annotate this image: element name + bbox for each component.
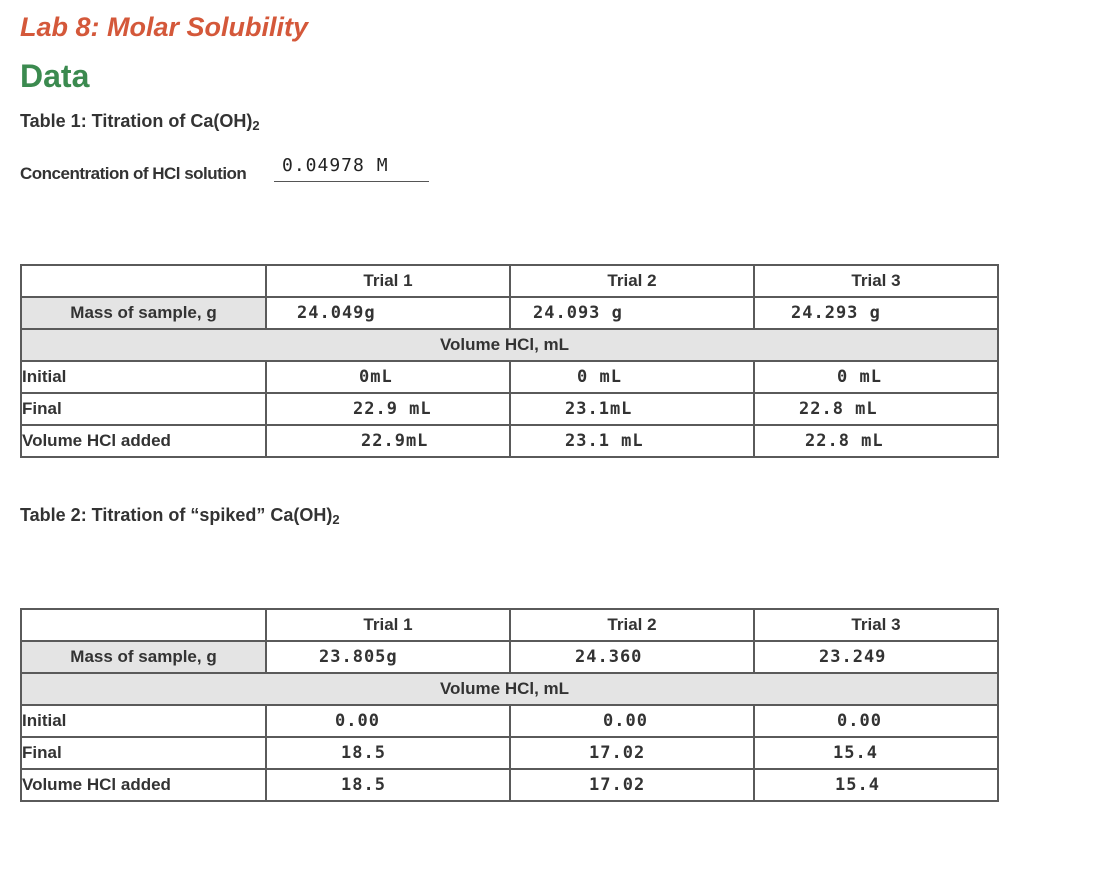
table1-cell: 0 mL (510, 361, 754, 393)
table1-cell: 22.8 mL (754, 425, 998, 457)
table1-corner-cell (21, 265, 266, 297)
table2-trial-header: Trial 3 (754, 609, 998, 641)
table-row (21, 737, 998, 769)
table1 (20, 264, 999, 458)
table-row (21, 705, 998, 737)
table1-caption (20, 111, 260, 133)
table1-mass-row (21, 297, 998, 329)
table2-caption (20, 505, 340, 527)
concentration-value: 0.04978 M (282, 155, 389, 176)
table1-cell: 23.1mL (510, 393, 754, 425)
table1-caption-text: Table 1: Titration of Ca(OH) (20, 111, 253, 131)
table2-cell: 18.5 (266, 769, 510, 801)
table2-cell: 17.02 (510, 769, 754, 801)
table1-row-label: Volume HCl added (21, 425, 266, 457)
table-row (21, 425, 998, 457)
table2-mass-label: Mass of sample, g (21, 641, 266, 673)
table2-volume-section-label: Volume HCl, mL (21, 673, 998, 705)
table2-caption-text: Table 2: Titration of “spiked” Ca(OH) (20, 505, 333, 525)
table2-row-label: Final (21, 737, 266, 769)
table2-corner-cell (21, 609, 266, 641)
lab-title: Lab 8: Molar Solubility (20, 12, 309, 42)
table-row (21, 769, 998, 801)
table1-cell: 23.1 mL (510, 425, 754, 457)
table2-cell: 0.00 (510, 705, 754, 737)
table2-row-label: Initial (21, 705, 266, 737)
table2-cell: 0.00 (266, 705, 510, 737)
table2-cell: 15.4 (754, 737, 998, 769)
table1-mass-value: 24.049g (266, 297, 510, 329)
table2-trial-header: Trial 2 (510, 609, 754, 641)
table2-volume-section-row (21, 673, 998, 705)
table1-row-label: Initial (21, 361, 266, 393)
table2-cell: 0.00 (754, 705, 998, 737)
table2-mass-row (21, 641, 998, 673)
table-row (21, 361, 998, 393)
table2-cell: 15.4 (754, 769, 998, 801)
table1-trial-header: Trial 3 (754, 265, 998, 297)
table1-row-label: Final (21, 393, 266, 425)
data-heading: Data (20, 58, 90, 94)
table2-row-label: Volume HCl added (21, 769, 266, 801)
table-row (21, 393, 998, 425)
table1-volume-section-label: Volume HCl, mL (21, 329, 998, 361)
table1-cell: 22.9mL (266, 425, 510, 457)
table1-mass-value: 24.093 g (510, 297, 754, 329)
table2-mass-value: 23.805g (266, 641, 510, 673)
table1-trial-header: Trial 1 (266, 265, 510, 297)
table1-mass-label: Mass of sample, g (21, 297, 266, 329)
table1-caption-subscript: 2 (252, 118, 260, 133)
table2 (20, 608, 999, 802)
table1-header-row (21, 265, 998, 297)
table2-header-row (21, 609, 998, 641)
table1-trial-header: Trial 2 (510, 265, 754, 297)
table1-cell: 0 mL (754, 361, 998, 393)
table2-cell: 17.02 (510, 737, 754, 769)
table1-cell: 0mL (266, 361, 510, 393)
table2-mass-value: 24.360 (510, 641, 754, 673)
table1-mass-value: 24.293 g (754, 297, 998, 329)
table2-trial-header: Trial 1 (266, 609, 510, 641)
table1-cell: 22.8 mL (754, 393, 998, 425)
table2-caption-subscript: 2 (332, 512, 340, 527)
table1-volume-section-row (21, 329, 998, 361)
table2-mass-value: 23.249 (754, 641, 998, 673)
table2-cell: 18.5 (266, 737, 510, 769)
concentration-underline (274, 181, 429, 182)
concentration-label: Concentration of HCl solution (20, 164, 247, 183)
table1-cell: 22.9 mL (266, 393, 510, 425)
